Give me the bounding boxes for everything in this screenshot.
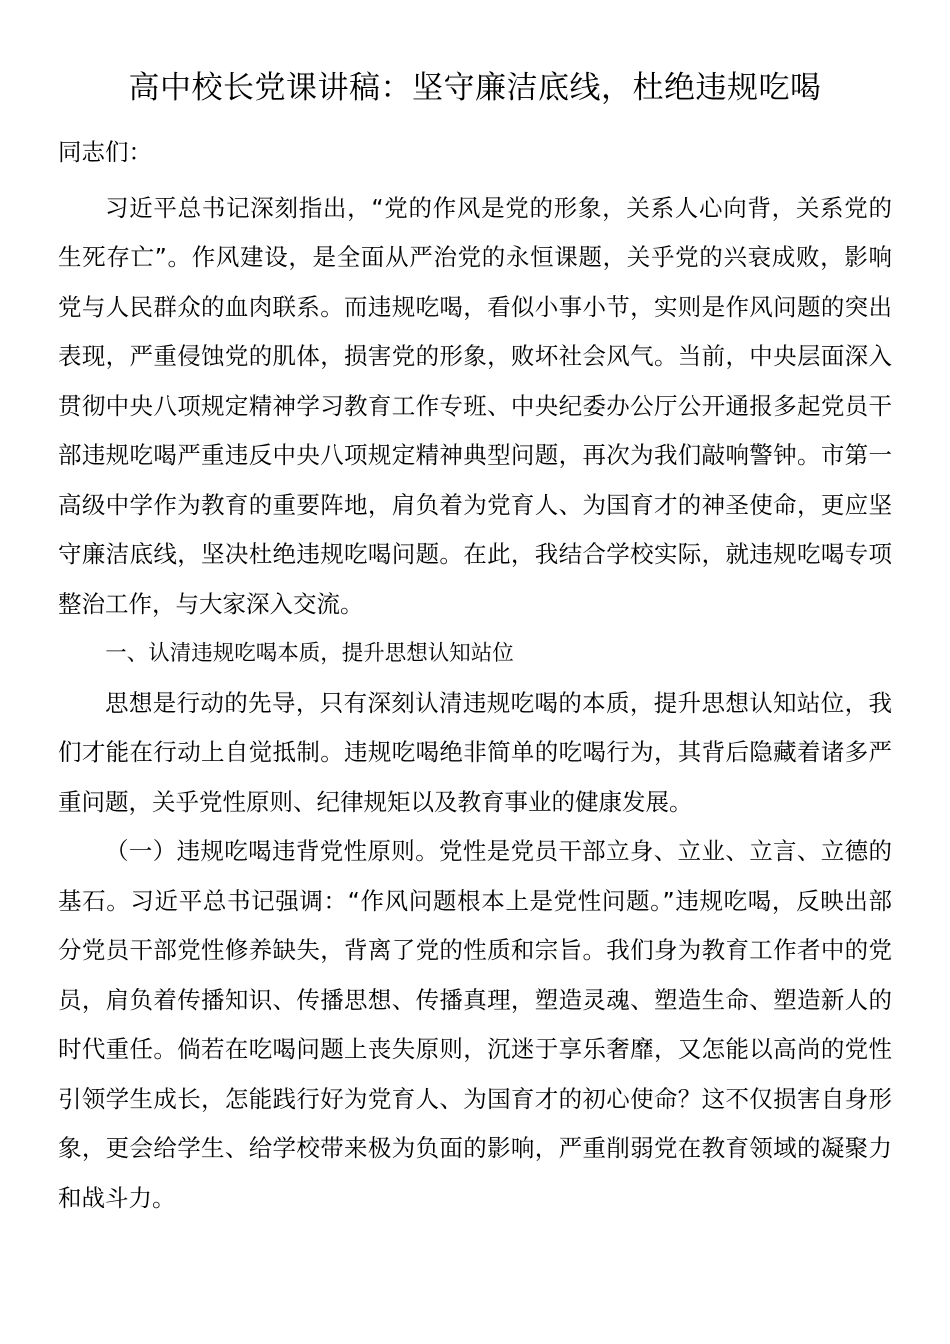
subsection-1-paragraph: （一）违规吃喝违背党性原则。党性是党员干部立身、立业、立言、立德的基石。习近平总书记强调：“作风问题根本上是党性问题。”违规吃喝，反映出部分党员干部党性修养缺失，背离了党的性质和宗旨。我们身为教育工作者中的党员，肩负着传播知识、传播思想、传播真理，塑造灵魂、塑造生命、塑造新人的时代重任。倘若在吃喝问题上丧失原则，沉迷于享乐奢靡，又怎能以高尚的党性引领学生成长，怎能践行好为党育人、为国育才的初心使命？这不仅损害自身形象，更会给学生、给学校带来极为负面的影响，严重削弱党在教育领域的凝聚力和战斗力。 bbox=[58, 837, 892, 1212]
document-title: 高中校长党课讲稿：坚守廉洁底线，杜绝违规吃喝 bbox=[128, 70, 822, 106]
intro-paragraph: 习近平总书记深刻指出，“党的作风是党的形象，关系人心向背，关系党的生死存亡”。作风建设，是全面从严治党的永恒课题，关乎党的兴衰成败，影响党与人民群众的血肉联系。而违规吃喝，看似小事小节，实则是作风问题的突出表现，严重侵蚀党的肌体，损害党的形象，败坏社会风气。当前，中央层面深入贯彻中央八项规定精神学习教育工作专班、中央纪委办公厅公开通报多起党员干部违规吃喝严重违反中央八项规定精神典型问题，再次为我们敲响警钟。市第一高级中学作为教育的重要阵地，肩负着为党育人、为国育才的神圣使命，更应坚守廉洁底线，坚决杜绝违规吃喝问题。在此，我结合学校实际，就违规吃喝专项整治工作，与大家深入交流。 bbox=[58, 193, 892, 618]
salutation: 同志们： bbox=[58, 138, 152, 166]
section-1-paragraph: 思想是行动的先导，只有深刻认清违规吃喝的本质，提升思想认知站位，我们才能在行动上自觉抵制。违规吃喝绝非简单的吃喝行为，其背后隐藏着诸多严重问题，关乎党性原则、纪律规矩以及教育事业的健康发展。 bbox=[58, 688, 892, 816]
section-heading-1: 一、认清违规吃喝本质，提升思想认知站位 bbox=[105, 641, 514, 666]
